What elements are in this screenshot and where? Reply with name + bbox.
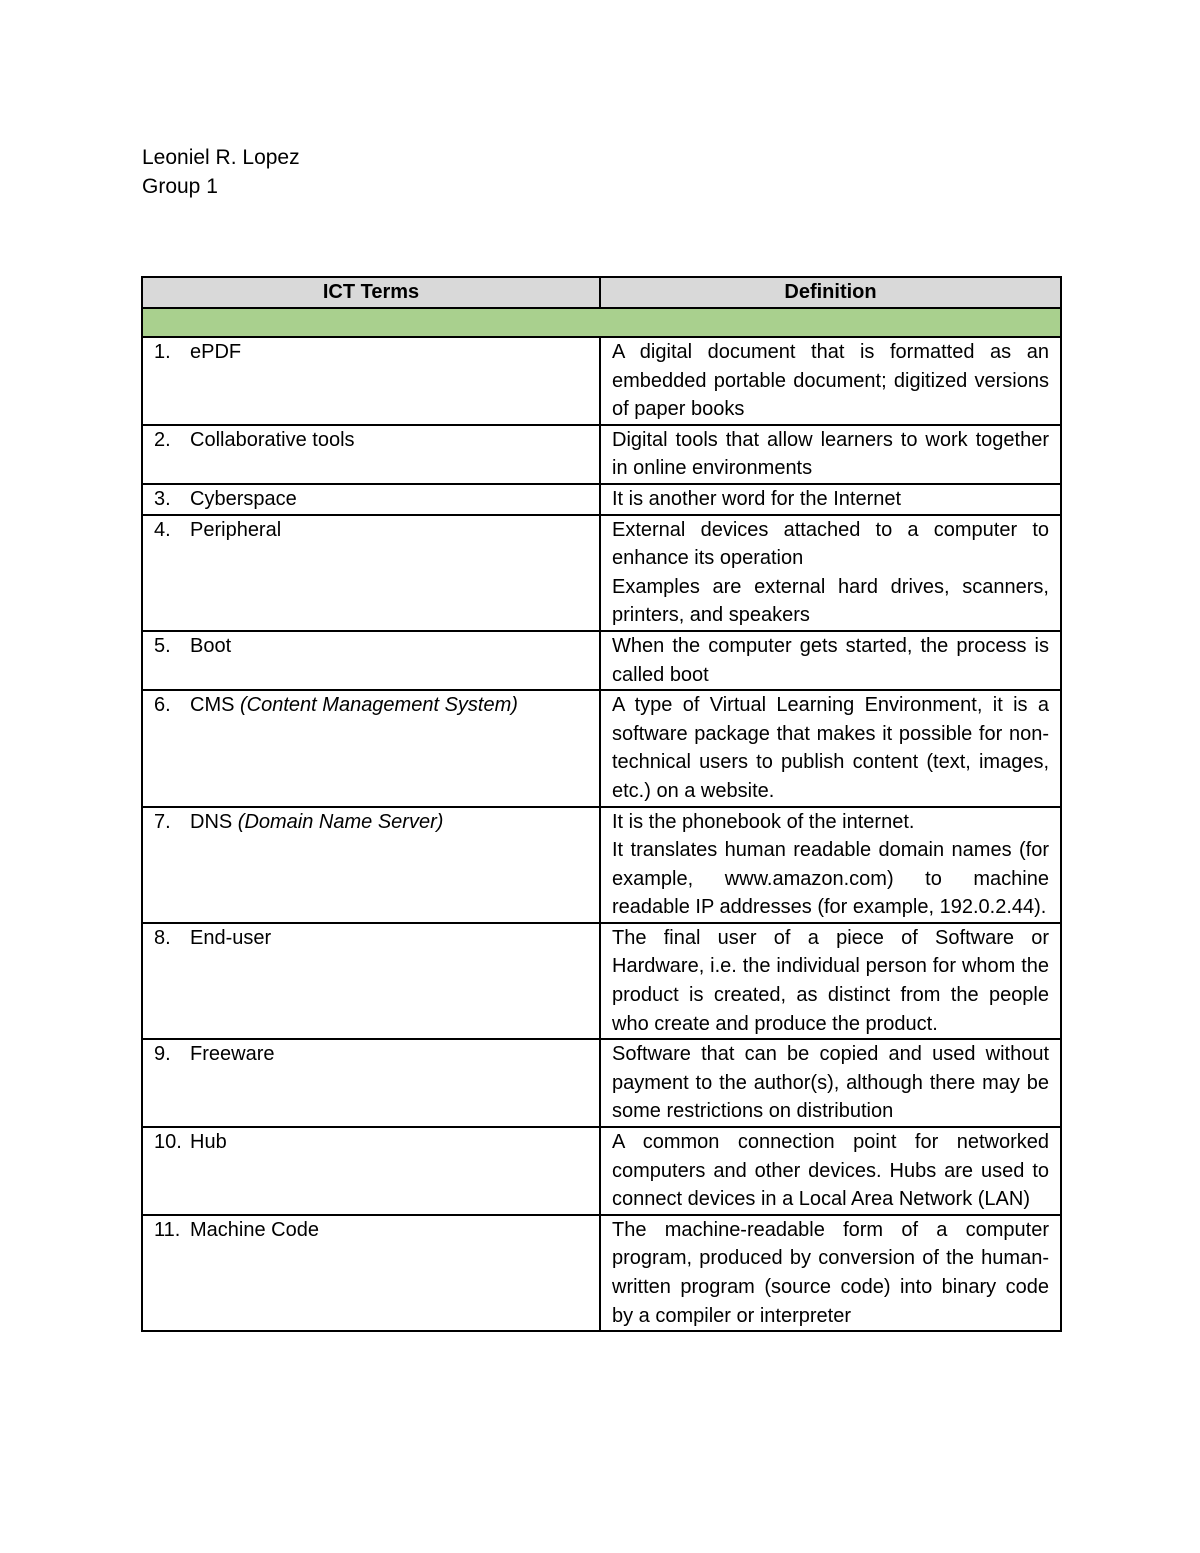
term-number: 9. bbox=[154, 1043, 171, 1066]
definition-text: It is another word for the Internet bbox=[612, 487, 902, 510]
table-row bbox=[142, 515, 1061, 631]
term-number: 10. bbox=[154, 1131, 182, 1154]
term-name: Freeware bbox=[190, 1043, 275, 1066]
definition-cell bbox=[600, 631, 1061, 690]
table-row bbox=[142, 690, 1061, 806]
term-number: 6. bbox=[154, 694, 171, 717]
term-cell bbox=[142, 1215, 600, 1331]
table-row bbox=[142, 1039, 1061, 1127]
table-row bbox=[142, 1215, 1061, 1331]
term-number: 7. bbox=[154, 810, 171, 833]
table-header-row bbox=[142, 277, 1061, 308]
term-number: 2. bbox=[154, 428, 171, 451]
table-row bbox=[142, 631, 1061, 690]
author-block bbox=[142, 143, 300, 201]
ict-terms-table bbox=[141, 276, 1062, 1332]
definition-text: It translates human readable domain names (for example, www.amazon.com) to machine readable IP addresses (for example, 192.0.2.44). bbox=[612, 839, 1049, 919]
definition-text: A digital document that is formatted as an embedded portable document; digitized versions of paper books bbox=[612, 341, 1049, 421]
table-body bbox=[142, 308, 1061, 1331]
term-name: Peripheral bbox=[190, 518, 282, 541]
table-row bbox=[142, 484, 1061, 515]
term-name: CMS bbox=[190, 694, 235, 717]
term-cell bbox=[142, 923, 600, 1039]
term-cell bbox=[142, 1127, 600, 1215]
term-cell bbox=[142, 807, 600, 923]
definition-cell bbox=[600, 425, 1061, 484]
term-expansion: (Content Management System) bbox=[240, 694, 518, 717]
term-name: Cyberspace bbox=[190, 487, 297, 510]
definition-text: Software that can be copied and used without payment to the author(s), although there may be some restrictions on distribution bbox=[612, 1043, 1049, 1123]
term-name: DNS bbox=[190, 810, 233, 833]
table-row bbox=[142, 337, 1061, 425]
term-expansion: (Domain Name Server) bbox=[237, 810, 444, 833]
term-name: Collaborative tools bbox=[190, 428, 355, 451]
term-number: 5. bbox=[154, 634, 171, 657]
term-cell bbox=[142, 425, 600, 484]
term-cell bbox=[142, 690, 600, 806]
definition-cell bbox=[600, 807, 1061, 923]
term-number: 8. bbox=[154, 926, 171, 949]
definition-text: It is the phonebook of the internet. bbox=[612, 810, 915, 833]
header-definition: Definition bbox=[600, 277, 1061, 308]
definition-cell bbox=[600, 1039, 1061, 1127]
definition-text: When the computer gets started, the process is called boot bbox=[612, 634, 1049, 686]
term-number: 1. bbox=[154, 341, 171, 363]
definition-text: A common connection point for networked computers and other devices. Hubs are used to connect devices in a Local Area Network (LAN) bbox=[612, 1131, 1049, 1211]
term-number: 4. bbox=[154, 518, 171, 541]
definition-cell bbox=[600, 337, 1061, 425]
definition-cell bbox=[600, 1127, 1061, 1215]
definition-cell bbox=[600, 1215, 1061, 1331]
term-number: 3. bbox=[154, 487, 171, 510]
author-name: Leoniel R. Lopez bbox=[142, 146, 300, 169]
term-cell bbox=[142, 484, 600, 515]
term-number: 11. bbox=[154, 1218, 181, 1241]
table-row bbox=[142, 923, 1061, 1039]
definition-cell bbox=[600, 515, 1061, 631]
definition-cell bbox=[600, 923, 1061, 1039]
term-cell bbox=[142, 631, 600, 690]
group-label: Group 1 bbox=[142, 175, 218, 198]
term-cell bbox=[142, 337, 600, 425]
term-name: Hub bbox=[190, 1131, 227, 1154]
definition-text: External devices attached to a computer to enhance its operation bbox=[612, 518, 1049, 570]
definition-text: The final user of a piece of Software or Hardware, i.e. the individual person for whom the product is created, as distinct from the people who create and produce the product. bbox=[612, 926, 1049, 1035]
definition-cell bbox=[600, 484, 1061, 515]
table-row bbox=[142, 1127, 1061, 1215]
definition-cell bbox=[600, 690, 1061, 806]
definition-text: The machine-readable form of a computer program, produced by conversion of the human-written program (source code) into binary code by a compiler or interpreter bbox=[612, 1218, 1049, 1327]
section-band bbox=[142, 308, 1061, 337]
term-name: End-user bbox=[190, 926, 272, 949]
definition-text: Digital tools that allow learners to work together in online environments bbox=[612, 428, 1049, 480]
table-row bbox=[142, 425, 1061, 484]
term-name: Boot bbox=[190, 634, 232, 657]
term-cell bbox=[142, 515, 600, 631]
term-cell bbox=[142, 1039, 600, 1127]
table-row bbox=[142, 807, 1061, 923]
section-band-row bbox=[142, 308, 1061, 337]
definition-text: A type of Virtual Learning Environment, it is a software package that makes it possible for non-technical users to publish content (text, images, etc.) on a website. bbox=[612, 694, 1049, 802]
definition-text: Examples are external hard drives, scanners, printers, and speakers bbox=[612, 575, 1049, 627]
term-name: ePDF bbox=[190, 341, 242, 363]
header-ict-terms: ICT Terms bbox=[142, 277, 600, 308]
term-name: Machine Code bbox=[190, 1218, 319, 1241]
